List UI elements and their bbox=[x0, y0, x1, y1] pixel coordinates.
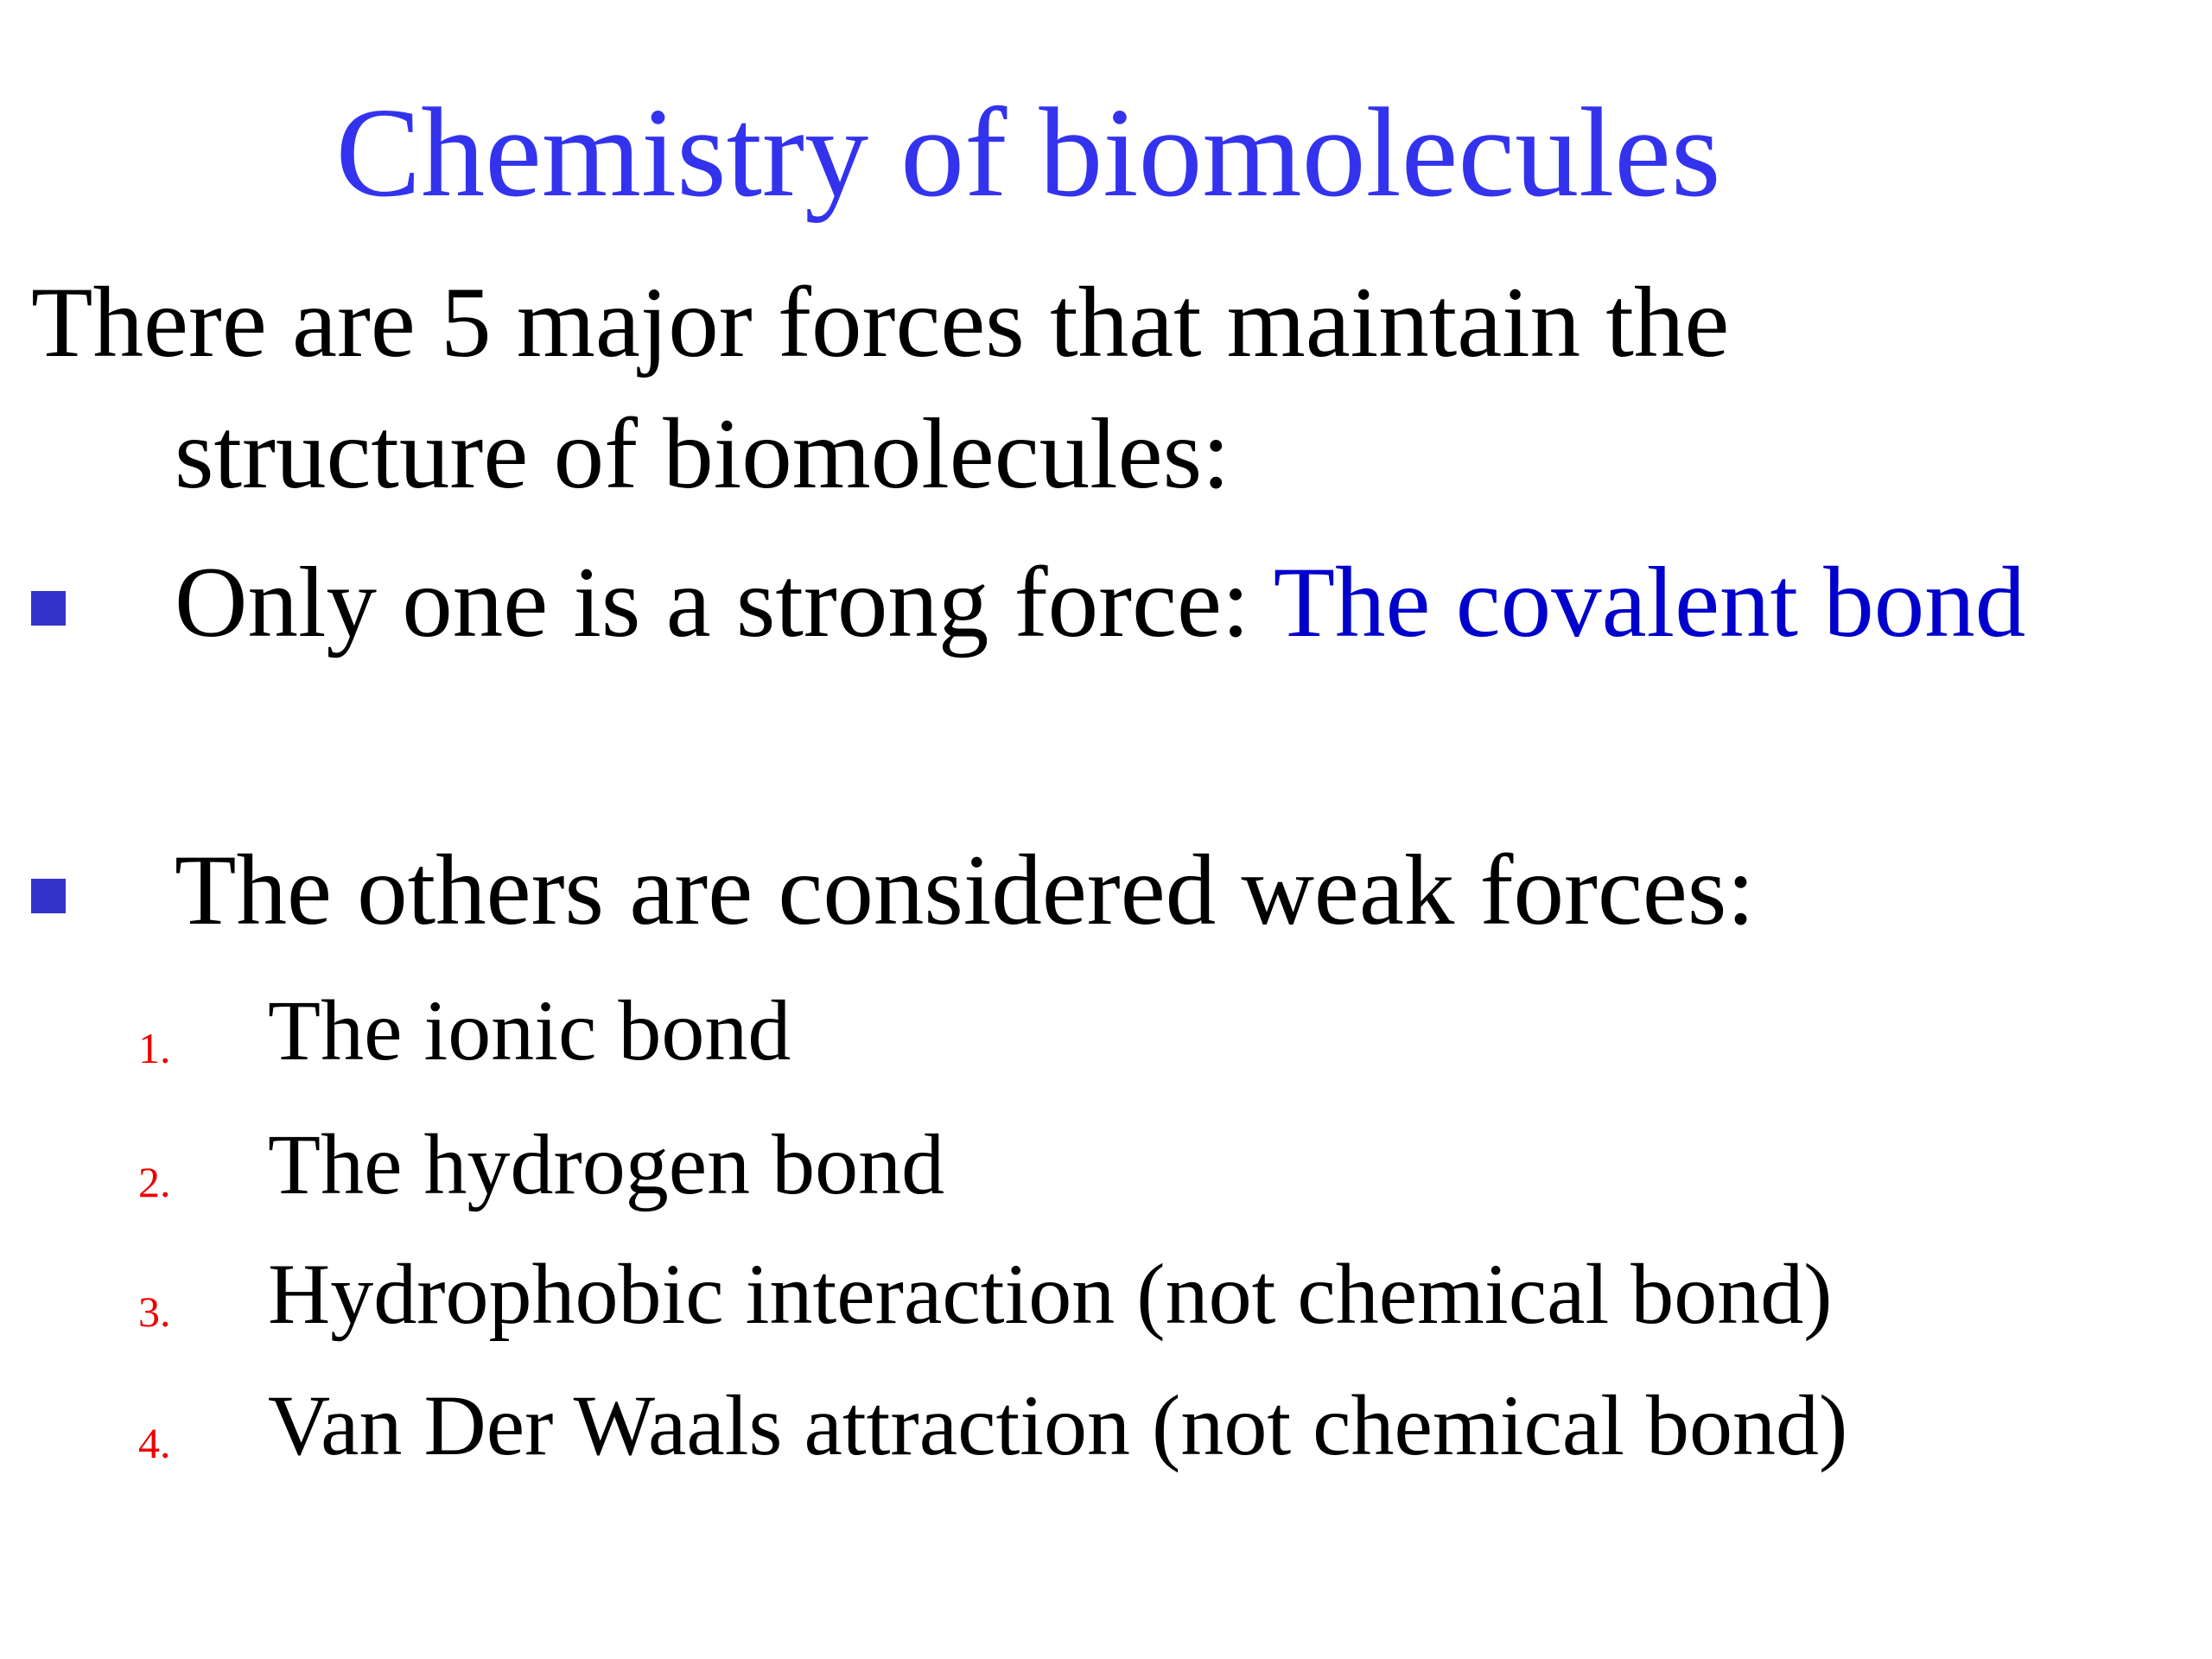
item-number: 2. bbox=[138, 1158, 171, 1206]
item-number: 3. bbox=[138, 1287, 171, 1336]
bullet-text: The others are considered weak forces: bbox=[175, 835, 1755, 946]
numbered-item-hydrophobic bbox=[0, 1236, 2126, 1365]
item-text: Hydrophobic interaction (not chemical bond) bbox=[268, 1246, 1833, 1342]
bullet-item-strong-force bbox=[31, 537, 2157, 669]
square-bullet-icon bbox=[31, 879, 66, 913]
numbered-item-ionic-bond bbox=[0, 972, 2126, 1102]
item-number: 4. bbox=[138, 1419, 171, 1467]
item-number: 1. bbox=[138, 1024, 171, 1072]
item-text: The hydrogen bond bbox=[268, 1116, 945, 1212]
intro-line-2: structure of biomolecules: bbox=[175, 398, 1230, 510]
slide-title: Chemistry of biomolecules bbox=[335, 82, 1721, 224]
bullet-label: Only one is a strong force: bbox=[175, 547, 1274, 658]
bullet-text bbox=[175, 537, 2157, 669]
intro-paragraph bbox=[31, 257, 2105, 520]
bullet-item-weak-forces bbox=[31, 825, 2157, 957]
covalent-bond-highlight: The covalent bond bbox=[1273, 547, 2026, 658]
square-bullet-icon bbox=[31, 591, 66, 626]
item-text: Van Der Waals attraction (not chemical bond) bbox=[268, 1377, 1848, 1473]
numbered-item-van-der-waals bbox=[0, 1367, 2126, 1497]
intro-line-1: There are 5 major forces that maintain the bbox=[31, 267, 1730, 378]
item-text: The ionic bond bbox=[268, 982, 791, 1078]
numbered-item-hydrogen-bond bbox=[0, 1106, 2126, 1236]
